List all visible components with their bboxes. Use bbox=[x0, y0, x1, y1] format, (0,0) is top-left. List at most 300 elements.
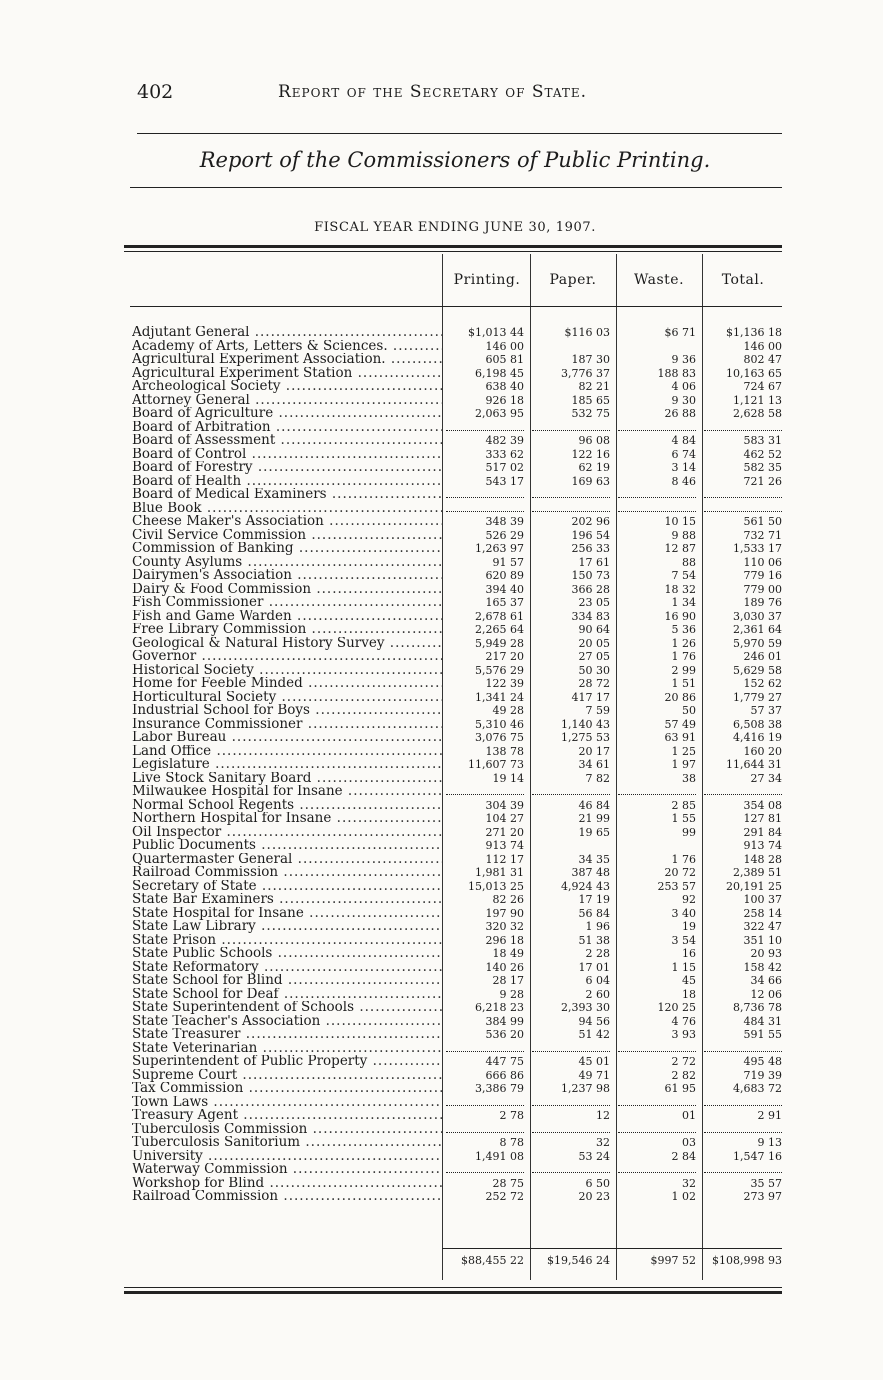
cell-total: $1,136 18 bbox=[726, 326, 782, 339]
table-row bbox=[130, 421, 782, 435]
row-name: Tuberculosis Commission ..... bbox=[132, 1123, 442, 1137]
table-row bbox=[130, 502, 782, 516]
cell-paper: 45 01 bbox=[578, 1055, 610, 1068]
row-name: Quartermaster General ..... bbox=[132, 853, 442, 867]
cell-paper: 28 72 bbox=[578, 677, 610, 690]
table-row bbox=[130, 745, 782, 759]
cell-printing: 146 00 bbox=[485, 339, 524, 353]
cell-total: 27 34 bbox=[750, 771, 782, 785]
cell-total: 495 48 bbox=[743, 1055, 782, 1068]
table-row bbox=[130, 488, 782, 502]
row-name: State School for Blind ..... bbox=[132, 974, 442, 988]
cell-waste: 4 76 bbox=[671, 1014, 696, 1028]
cell-waste: 4 06 bbox=[671, 380, 696, 393]
cell-printing bbox=[446, 785, 524, 795]
table-row bbox=[130, 799, 782, 813]
cell-paper: 1,237 98 bbox=[561, 1082, 610, 1095]
cell-waste: 1 15 bbox=[671, 960, 696, 974]
table-row bbox=[130, 677, 782, 691]
cell-total: 462 52 bbox=[743, 447, 782, 461]
cell-printing: 197 90 bbox=[485, 906, 524, 920]
cell-total: 1,547 16 bbox=[733, 1149, 782, 1163]
cell-waste: 1 25 bbox=[671, 744, 696, 758]
row-name: State Prison ..... bbox=[132, 934, 442, 948]
cell-paper: 3,776 37 bbox=[561, 366, 610, 380]
cell-paper bbox=[532, 1042, 610, 1052]
cell-paper: 185 65 bbox=[571, 393, 610, 407]
cell-total: 724 67 bbox=[743, 380, 782, 393]
cell-total: 127 81 bbox=[743, 812, 782, 825]
table-top-rule-thin bbox=[124, 251, 782, 252]
row-name: Board of Medical Examiners ..... bbox=[132, 488, 442, 502]
totals-rule bbox=[442, 1248, 782, 1249]
row-name: Adjutant General ..... bbox=[132, 326, 442, 340]
cell-printing: 666 86 bbox=[485, 1068, 524, 1082]
cell-printing: 6,198 45 bbox=[475, 366, 524, 380]
row-name: State Bar Examiners ..... bbox=[132, 893, 442, 907]
cell-total: 583 31 bbox=[743, 434, 782, 447]
table-row bbox=[130, 623, 782, 637]
cell-total: 732 71 bbox=[743, 528, 782, 542]
row-name: Tuberculosis Sanitorium ..... bbox=[132, 1136, 442, 1150]
table-row bbox=[130, 961, 782, 975]
cell-total: 246 01 bbox=[743, 650, 782, 663]
cell-total: 8,736 78 bbox=[733, 1001, 782, 1014]
cell-waste: 61 95 bbox=[664, 1082, 696, 1095]
cell-printing: 138 78 bbox=[485, 744, 524, 758]
cell-paper: 53 24 bbox=[578, 1149, 610, 1163]
row-name: Legislature ..... bbox=[132, 758, 442, 772]
row-name: Dairy & Food Commission ..... bbox=[132, 583, 442, 597]
table-row bbox=[130, 556, 782, 570]
table-row bbox=[130, 569, 782, 583]
row-name: State Hospital for Insane ..... bbox=[132, 907, 442, 921]
cell-total bbox=[704, 1096, 782, 1106]
cell-paper: 1,140 43 bbox=[561, 717, 610, 731]
table-bottom-rule-thin bbox=[124, 1287, 782, 1288]
cell-total: 4,683 72 bbox=[733, 1082, 782, 1095]
cell-waste: 3 93 bbox=[671, 1028, 696, 1041]
cell-paper bbox=[532, 1163, 610, 1173]
cell-total: 110 06 bbox=[743, 555, 782, 569]
table-body bbox=[130, 326, 782, 1204]
table-row bbox=[130, 1096, 782, 1110]
cell-printing: 11,607 73 bbox=[468, 758, 524, 771]
cell-printing: 8 78 bbox=[499, 1136, 524, 1149]
cell-printing: 28 75 bbox=[492, 1176, 524, 1190]
cell-total: 2,361 64 bbox=[733, 623, 782, 636]
cell-printing: 384 99 bbox=[485, 1014, 524, 1028]
row-name: State Veterinarian ..... bbox=[132, 1042, 442, 1056]
cell-paper: 62 19 bbox=[578, 461, 610, 474]
table-row bbox=[130, 650, 782, 664]
table-row bbox=[130, 1190, 782, 1204]
cell-paper: 196 54 bbox=[571, 528, 610, 542]
row-name: State Superintendent of Schools ..... bbox=[132, 1001, 442, 1015]
cell-paper: 32 bbox=[596, 1136, 610, 1149]
row-name: Tax Commission ..... bbox=[132, 1082, 442, 1096]
table-row bbox=[130, 407, 782, 421]
row-name: Horticultural Society ..... bbox=[132, 691, 442, 705]
cell-printing: 3,386 79 bbox=[475, 1082, 524, 1095]
cell-printing: 926 18 bbox=[485, 393, 524, 407]
cell-printing: 1,263 97 bbox=[475, 542, 524, 555]
cell-waste: 3 40 bbox=[671, 906, 696, 920]
row-name: Railroad Commission ..... bbox=[132, 1190, 442, 1204]
cell-printing: 3,076 75 bbox=[475, 731, 524, 744]
cell-waste: 20 72 bbox=[664, 866, 696, 879]
row-name: State School for Deaf ..... bbox=[132, 988, 442, 1002]
cell-paper: 17 61 bbox=[578, 555, 610, 569]
cell-paper bbox=[532, 1096, 610, 1106]
cell-total: 354 08 bbox=[743, 798, 782, 812]
cell-printing: 536 20 bbox=[485, 1028, 524, 1041]
table-row bbox=[130, 1028, 782, 1042]
cell-total: 561 50 bbox=[743, 515, 782, 528]
cell-paper: 532 75 bbox=[571, 407, 610, 420]
cell-paper: 122 16 bbox=[571, 447, 610, 461]
cell-total: 779 16 bbox=[743, 569, 782, 582]
cell-waste: 2 72 bbox=[671, 1055, 696, 1068]
cell-waste: 1 97 bbox=[671, 758, 696, 771]
cell-total bbox=[704, 502, 782, 512]
cell-waste: 2 84 bbox=[671, 1149, 696, 1163]
table-row bbox=[130, 1177, 782, 1191]
row-name: Fish Commissioner ..... bbox=[132, 596, 442, 610]
cell-printing: 517 02 bbox=[485, 461, 524, 474]
cell-paper: 51 38 bbox=[578, 933, 610, 947]
cell-paper: 94 56 bbox=[578, 1014, 610, 1028]
cell-printing: 5,576 29 bbox=[475, 663, 524, 677]
table-row bbox=[130, 1015, 782, 1029]
cell-total: 6,508 38 bbox=[733, 717, 782, 731]
cell-total: 582 35 bbox=[743, 461, 782, 474]
cell-waste: 16 90 bbox=[664, 609, 696, 623]
cell-waste: 253 57 bbox=[657, 879, 696, 893]
table-row bbox=[130, 542, 782, 556]
cell-total: 779 00 bbox=[743, 582, 782, 596]
table-row bbox=[130, 461, 782, 475]
cell-total: 2,628 58 bbox=[733, 407, 782, 420]
cell-waste: 1 51 bbox=[671, 677, 696, 690]
row-name: Cheese Maker's Association ..... bbox=[132, 515, 442, 529]
cell-waste: 3 54 bbox=[671, 933, 696, 947]
cell-total: 1,533 17 bbox=[733, 542, 782, 555]
cell-printing: 5,949 28 bbox=[475, 636, 524, 650]
table-row bbox=[130, 380, 782, 394]
row-name: Insurance Commissioner ..... bbox=[132, 718, 442, 732]
table-top-rule-thick bbox=[124, 245, 782, 248]
cell-waste: 32 bbox=[682, 1176, 696, 1190]
total-total: $108,998 93 bbox=[712, 1254, 782, 1267]
cell-paper bbox=[532, 785, 610, 795]
cell-paper bbox=[532, 502, 610, 512]
cell-waste: 9 36 bbox=[671, 353, 696, 366]
table-row bbox=[130, 866, 782, 880]
cell-waste: 4 84 bbox=[671, 434, 696, 447]
cell-total: 322 47 bbox=[743, 920, 782, 933]
cell-total: 4,416 19 bbox=[733, 731, 782, 744]
cell-total: 158 42 bbox=[743, 960, 782, 974]
cell-waste: 120 25 bbox=[657, 1001, 696, 1014]
cell-waste: 63 91 bbox=[664, 731, 696, 744]
cell-printing bbox=[446, 1096, 524, 1106]
cell-total: 20 93 bbox=[750, 947, 782, 960]
cell-total: 34 66 bbox=[750, 974, 782, 987]
cell-waste: 9 88 bbox=[671, 528, 696, 542]
row-name: Workshop for Blind ..... bbox=[132, 1177, 442, 1191]
row-name: Board of Forestry ..... bbox=[132, 461, 442, 475]
row-name: Waterway Commission ..... bbox=[132, 1163, 442, 1177]
cell-printing: 9 28 bbox=[499, 987, 524, 1001]
row-name: Agricultural Experiment Association. ..... bbox=[132, 353, 442, 367]
cell-paper: 23 05 bbox=[578, 596, 610, 609]
cell-total: 1,779 27 bbox=[733, 690, 782, 704]
table-row bbox=[130, 718, 782, 732]
cell-paper: 7 59 bbox=[585, 704, 610, 717]
cell-waste bbox=[618, 1096, 696, 1106]
cell-total bbox=[704, 1163, 782, 1173]
cell-paper: 2,393 30 bbox=[561, 1001, 610, 1014]
table-row bbox=[130, 934, 782, 948]
cell-waste: 2 99 bbox=[671, 663, 696, 677]
cell-paper: 34 35 bbox=[578, 852, 610, 866]
row-name: Blue Book ..... bbox=[132, 502, 442, 516]
cell-paper: 187 30 bbox=[571, 353, 610, 366]
cell-total: 11,644 31 bbox=[726, 758, 782, 771]
cell-total: 9 13 bbox=[757, 1136, 782, 1149]
cell-paper: 17 19 bbox=[578, 893, 610, 906]
cell-printing: 5,310 46 bbox=[475, 717, 524, 731]
cell-printing: 82 26 bbox=[492, 893, 524, 906]
row-name: Historical Society ..... bbox=[132, 664, 442, 678]
cell-printing: 2,265 64 bbox=[475, 623, 524, 636]
cell-paper: 56 84 bbox=[578, 906, 610, 920]
cell-printing: 913 74 bbox=[485, 839, 524, 852]
row-name: Secretary of State ..... bbox=[132, 880, 442, 894]
cell-total: 1,121 13 bbox=[733, 393, 782, 407]
row-name: Board of Assessment ..... bbox=[132, 434, 442, 448]
cell-paper bbox=[532, 421, 610, 431]
row-name: Board of Arbitration ..... bbox=[132, 421, 442, 435]
cell-printing: 543 17 bbox=[485, 474, 524, 488]
cell-paper: 387 48 bbox=[571, 866, 610, 879]
cell-waste: 03 bbox=[682, 1136, 696, 1149]
cell-printing: 49 28 bbox=[492, 704, 524, 717]
cell-printing: 605 81 bbox=[485, 353, 524, 366]
table-row bbox=[130, 1123, 782, 1137]
row-name: Land Office ..... bbox=[132, 745, 442, 759]
cell-waste: 38 bbox=[682, 771, 696, 785]
table-row bbox=[130, 434, 782, 448]
cell-waste: 50 bbox=[682, 704, 696, 717]
row-name: Normal School Regents ..... bbox=[132, 799, 442, 813]
row-name: Milwaukee Hospital for Insane ..... bbox=[132, 785, 442, 799]
cell-waste: 7 54 bbox=[671, 569, 696, 582]
row-name: Attorney General ..... bbox=[132, 394, 442, 408]
cell-total: 913 74 bbox=[743, 839, 782, 852]
cell-total: 12 06 bbox=[750, 987, 782, 1001]
cell-waste: 8 46 bbox=[671, 474, 696, 488]
table-row bbox=[130, 394, 782, 408]
table-row bbox=[130, 515, 782, 529]
table-row bbox=[130, 1109, 782, 1123]
cell-total: 160 20 bbox=[743, 744, 782, 758]
cell-paper: 1 96 bbox=[585, 920, 610, 933]
table-bottom-rule-thick bbox=[124, 1291, 782, 1294]
cell-waste bbox=[618, 1042, 696, 1052]
cell-total: 100 37 bbox=[743, 893, 782, 906]
row-name: Dairymen's Association ..... bbox=[132, 569, 442, 583]
row-name: State Teacher's Association ..... bbox=[132, 1015, 442, 1029]
row-name: Public Documents ..... bbox=[132, 839, 442, 853]
cell-paper: 4,924 43 bbox=[561, 879, 610, 893]
cell-printing: 482 39 bbox=[485, 434, 524, 447]
cell-printing: 394 40 bbox=[485, 582, 524, 596]
table-row bbox=[130, 475, 782, 489]
cell-paper: 2 28 bbox=[585, 947, 610, 960]
cell-total: 721 26 bbox=[743, 474, 782, 488]
cell-printing: 2 78 bbox=[499, 1109, 524, 1122]
fiscal-year-line: FISCAL YEAR ENDING JUNE 30, 1907. bbox=[314, 220, 596, 235]
cell-printing: 2,063 95 bbox=[475, 407, 524, 420]
cell-total: 351 10 bbox=[743, 933, 782, 947]
cell-waste bbox=[618, 502, 696, 512]
printing-table bbox=[130, 254, 782, 1282]
row-name: Treasury Agent ..... bbox=[132, 1109, 442, 1123]
table-row bbox=[130, 1082, 782, 1096]
table-row bbox=[130, 772, 782, 786]
table-row bbox=[130, 340, 782, 354]
table-row bbox=[130, 785, 782, 799]
row-name: Fish and Game Warden ..... bbox=[132, 610, 442, 624]
cell-paper: 34 61 bbox=[578, 758, 610, 771]
cell-waste: 19 bbox=[682, 920, 696, 933]
cell-printing: 348 39 bbox=[485, 515, 524, 528]
cell-waste: 01 bbox=[682, 1109, 696, 1122]
row-name: Town Laws ..... bbox=[132, 1096, 442, 1110]
cell-total: 2 91 bbox=[757, 1109, 782, 1122]
row-name: Oil Inspector ..... bbox=[132, 826, 442, 840]
table-row bbox=[130, 947, 782, 961]
cell-paper: 49 71 bbox=[578, 1068, 610, 1082]
cell-waste: 45 bbox=[682, 974, 696, 987]
table-row bbox=[130, 691, 782, 705]
cell-waste: 1 76 bbox=[671, 852, 696, 866]
cell-total bbox=[704, 1123, 782, 1133]
table-row bbox=[130, 880, 782, 894]
table-row bbox=[130, 758, 782, 772]
cell-paper: 150 73 bbox=[571, 569, 610, 582]
cell-waste: 2 82 bbox=[671, 1068, 696, 1082]
row-name: Archeological Society ..... bbox=[132, 380, 442, 394]
cell-total: 10,163 65 bbox=[726, 366, 782, 380]
cell-printing: 2,678 61 bbox=[475, 609, 524, 623]
cell-total: 719 39 bbox=[743, 1068, 782, 1082]
cell-total: 258 14 bbox=[743, 906, 782, 920]
table-row bbox=[130, 1163, 782, 1177]
cell-waste: 26 88 bbox=[664, 407, 696, 420]
cell-printing: 91 57 bbox=[492, 555, 524, 569]
row-name: Board of Control ..... bbox=[132, 448, 442, 462]
cell-waste: 12 87 bbox=[664, 542, 696, 555]
table-row bbox=[130, 664, 782, 678]
cell-waste bbox=[618, 421, 696, 431]
cell-total: 152 62 bbox=[743, 677, 782, 690]
cell-waste: 1 76 bbox=[671, 650, 696, 663]
table-row bbox=[130, 583, 782, 597]
cell-paper: 90 64 bbox=[578, 623, 610, 636]
cell-printing: 252 72 bbox=[485, 1190, 524, 1203]
cell-paper: 417 17 bbox=[571, 690, 610, 704]
cell-paper: 7 82 bbox=[585, 771, 610, 785]
report-title: Report of the Commissioners of Public Printing. bbox=[199, 148, 711, 172]
table-row bbox=[130, 704, 782, 718]
cell-waste: 1 26 bbox=[671, 636, 696, 650]
row-name: University ..... bbox=[132, 1150, 442, 1164]
cell-total: 2,389 51 bbox=[733, 866, 782, 879]
cell-printing bbox=[446, 502, 524, 512]
row-name: Free Library Commission ..... bbox=[132, 623, 442, 637]
cell-printing: 19 14 bbox=[492, 771, 524, 785]
cell-waste: 99 bbox=[682, 825, 696, 839]
cell-waste bbox=[618, 785, 696, 795]
cell-printing: 296 18 bbox=[485, 933, 524, 947]
cell-paper: 27 05 bbox=[578, 650, 610, 663]
cell-total: 291 84 bbox=[743, 825, 782, 839]
cell-paper: 96 08 bbox=[578, 434, 610, 447]
cell-waste bbox=[618, 1123, 696, 1133]
cell-waste: 6 74 bbox=[671, 447, 696, 461]
cell-printing: 112 17 bbox=[485, 852, 524, 866]
total-printing: $88,455 22 bbox=[461, 1254, 524, 1267]
table-row bbox=[130, 907, 782, 921]
cell-paper: 82 21 bbox=[578, 380, 610, 393]
row-name: Board of Health ..... bbox=[132, 475, 442, 489]
row-name: Commission of Banking ..... bbox=[132, 542, 442, 556]
cell-waste: 57 49 bbox=[664, 717, 696, 731]
cell-paper: 20 17 bbox=[578, 744, 610, 758]
cell-waste: $6 71 bbox=[664, 326, 696, 339]
table-row bbox=[130, 637, 782, 651]
cell-printing: 620 89 bbox=[485, 569, 524, 582]
cell-paper: $116 03 bbox=[564, 326, 610, 339]
cell-printing: 104 27 bbox=[485, 812, 524, 825]
cell-paper bbox=[532, 1123, 610, 1133]
table-row bbox=[130, 448, 782, 462]
column-header-paper: Paper. bbox=[549, 272, 597, 288]
cell-waste bbox=[618, 1163, 696, 1173]
cell-total bbox=[704, 785, 782, 795]
table-row bbox=[130, 1069, 782, 1083]
table-row bbox=[130, 610, 782, 624]
total-paper: $19,546 24 bbox=[547, 1254, 610, 1267]
cell-total: 591 55 bbox=[743, 1028, 782, 1041]
cell-paper: 50 30 bbox=[578, 663, 610, 677]
cell-printing: 165 37 bbox=[485, 596, 524, 609]
cell-waste: 188 83 bbox=[657, 366, 696, 380]
cell-total: 57 37 bbox=[750, 704, 782, 717]
column-header-total: Total. bbox=[721, 272, 765, 288]
table-row bbox=[130, 1001, 782, 1015]
table-row bbox=[130, 812, 782, 826]
header-underline bbox=[130, 306, 782, 307]
table-row bbox=[130, 1055, 782, 1069]
row-name: Labor Bureau ..... bbox=[132, 731, 442, 745]
table-row bbox=[130, 529, 782, 543]
table-row bbox=[130, 839, 782, 853]
cell-total bbox=[704, 421, 782, 431]
